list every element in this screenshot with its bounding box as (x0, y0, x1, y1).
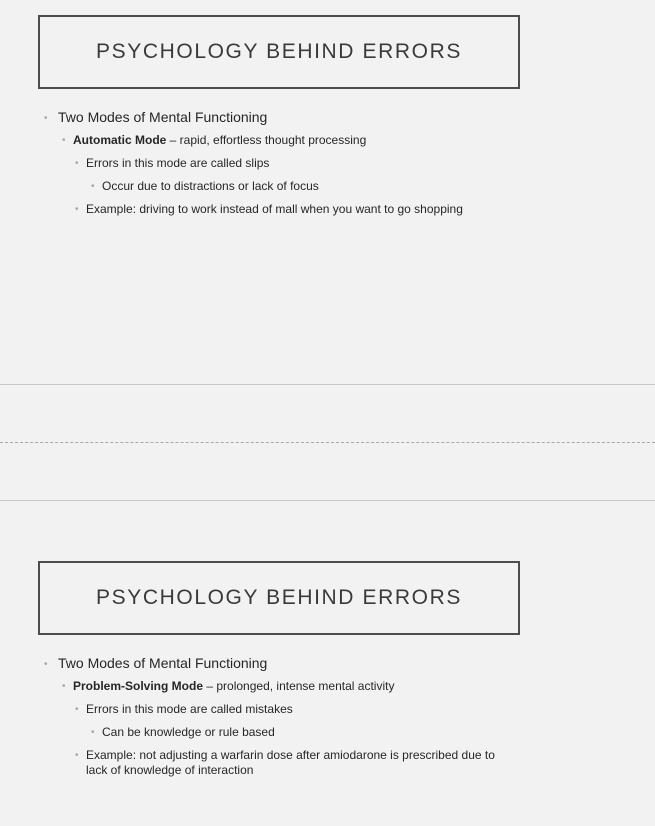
mode-description: – rapid, effortless thought processing (166, 133, 367, 147)
mode-description: – prolonged, intense mental activity (203, 679, 395, 693)
bullet-level-3 (0, 702, 655, 717)
bullet-text: Two Modes of Mental Functioning (58, 109, 268, 125)
bullet-level-1 (0, 655, 655, 672)
bullet-text: Two Modes of Mental Functioning (58, 655, 268, 671)
mode-term: Automatic Mode (73, 133, 167, 147)
bullet-level-3-example (0, 748, 496, 778)
bullet-level-3 (0, 156, 655, 171)
bullet-text: Errors in this mode are called slips (86, 156, 270, 170)
bullet-level-3-example (0, 202, 496, 217)
slide-2 (0, 500, 655, 826)
page-break-dashed-line (0, 442, 655, 443)
bullet-level-2 (0, 679, 655, 694)
bullet-text: Example: driving to work instead of mall when you want to go shopping (86, 202, 463, 216)
mode-term: Problem-Solving Mode (73, 679, 204, 693)
bullet-text: Can be knowledge or rule based (102, 725, 275, 739)
slide-title-box (38, 561, 520, 635)
slide-title: PSYCHOLOGY BEHIND ERRORS (96, 586, 462, 609)
bullet-text: Errors in this mode are called mistakes (86, 702, 293, 716)
slide-1 (0, 0, 655, 384)
bullet-list (0, 655, 655, 786)
bullet-text: Occur due to distractions or lack of focus (102, 179, 319, 193)
bullet-level-1 (0, 109, 655, 126)
slide-title-box (38, 15, 520, 89)
bullet-level-4 (0, 725, 655, 740)
slide-divider (0, 384, 655, 385)
bullet-level-2 (0, 133, 655, 148)
slide-title: PSYCHOLOGY BEHIND ERRORS (96, 40, 462, 63)
bullet-text: Example: not adjusting a warfarin dose after amiodarone is prescribed due to lack of knowledge of interaction (86, 748, 495, 777)
bullet-list (0, 109, 655, 225)
bullet-level-4 (0, 179, 655, 194)
